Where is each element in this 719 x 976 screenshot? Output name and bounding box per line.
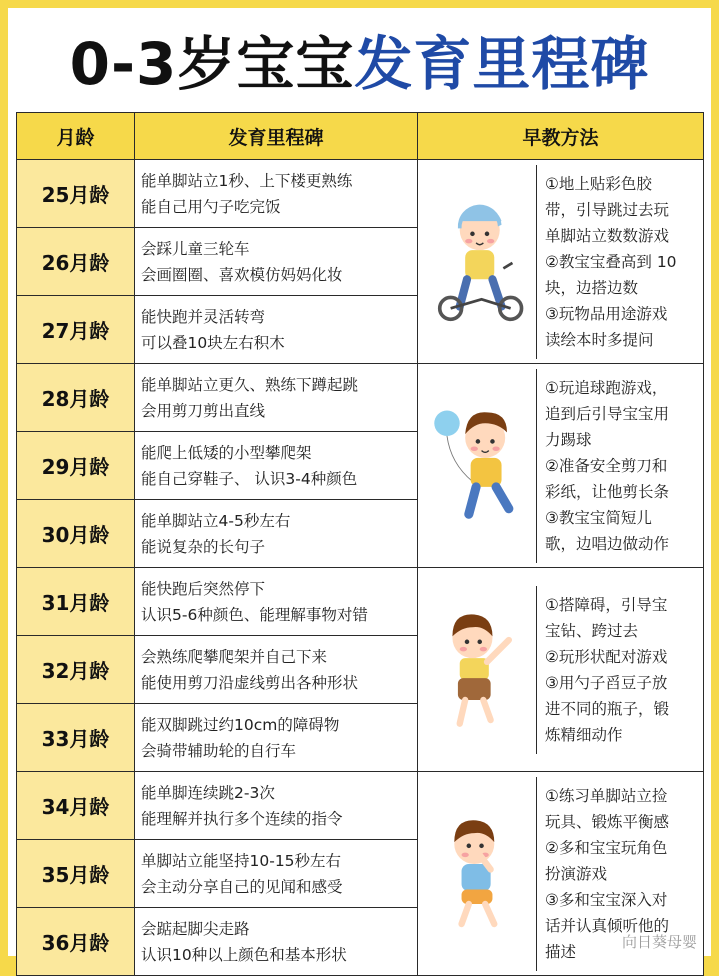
milestone-line: 能爬上低矮的小型攀爬架	[141, 443, 312, 462]
table-header-row	[17, 113, 704, 160]
method-line: 力踢球	[545, 430, 592, 449]
poster-title	[8, 26, 711, 102]
method-line: 话并认真倾听他的	[545, 916, 670, 935]
age-cell: 30月龄	[17, 500, 135, 568]
kid-pointing-up-illustration	[418, 595, 536, 745]
method-line: 追到后引导宝宝用	[545, 404, 670, 423]
milestone-line: 会主动分享自己的见闻和感受	[141, 877, 343, 896]
method-cell	[418, 160, 704, 364]
milestone-cell	[135, 160, 418, 228]
title-part-age: 0-3岁宝宝	[69, 30, 355, 98]
table-row	[17, 160, 704, 228]
milestone-cell	[135, 636, 418, 704]
milestone-line: 可以叠10块左右积木	[141, 333, 285, 352]
milestone-cell	[135, 228, 418, 296]
method-line: ③多和宝宝深入对	[545, 890, 668, 909]
method-line: ①玩追球跑游戏，	[545, 378, 668, 397]
method-line: 进不同的瓶子，锻	[545, 699, 670, 718]
method-line: 炼精细动作	[545, 725, 623, 744]
milestone-line: 认识5-6种颜色、能理解事物对错	[141, 605, 368, 624]
milestone-line: 能单脚连续跳2-3次	[141, 783, 275, 802]
milestone-line: 会踮起脚尖走路	[141, 919, 250, 938]
age-cell: 27月龄	[17, 296, 135, 364]
poster	[8, 8, 711, 964]
method-line: ③用勺子舀豆子放	[545, 673, 668, 692]
age-cell: 36月龄	[17, 908, 135, 976]
age-cell: 28月龄	[17, 364, 135, 432]
method-line: ②教宝宝叠高到 10	[545, 252, 677, 271]
method-line: 描述	[545, 942, 577, 961]
milestone-cell	[135, 296, 418, 364]
milestone-line: 会踩儿童三轮车	[141, 239, 250, 258]
milestone-line: 能快跑后突然停下	[141, 579, 266, 598]
milestone-line: 能自己穿鞋子、 认识3-4种颜色	[141, 469, 358, 488]
method-line: 读绘本时多提问	[545, 330, 654, 349]
title-part-milestone: 发育里程碑	[354, 30, 650, 98]
method-line: ②多和宝宝玩角色	[545, 838, 668, 857]
milestone-cell	[135, 364, 418, 432]
milestone-line: 会画圈圈、喜欢模仿妈妈化妆	[141, 265, 343, 284]
table-row	[17, 772, 704, 840]
kid-on-balance-bike-illustration	[418, 187, 536, 337]
method-line: ①练习单脚站立捡	[545, 786, 668, 805]
milestone-line: 会用剪刀剪出直线	[141, 401, 266, 420]
milestone-line: 会熟练爬攀爬架并自己下来	[141, 647, 328, 666]
method-line: 玩具、锻炼平衡感	[545, 812, 670, 831]
method-line: ②准备安全剪刀和	[545, 456, 668, 475]
method-line: ①地上贴彩色胶	[545, 174, 652, 193]
table-row	[17, 568, 704, 636]
method-line: ③玩物品用途游戏	[545, 304, 668, 323]
age-cell: 31月龄	[17, 568, 135, 636]
age-cell: 33月龄	[17, 704, 135, 772]
milestone-cell	[135, 432, 418, 500]
milestone-cell	[135, 840, 418, 908]
method-cell	[418, 364, 704, 568]
age-cell: 35月龄	[17, 840, 135, 908]
milestone-line: 能单脚站立4-5秒左右	[141, 511, 291, 530]
milestone-line: 能快跑并灵活转弯	[141, 307, 266, 326]
header-milestone: 发育里程碑	[135, 113, 418, 160]
milestone-line: 能使用剪刀沿虚线剪出各种形状	[141, 673, 359, 692]
milestone-line: 能单脚站立更久、熟练下蹲起跳	[141, 375, 359, 394]
age-cell: 25月龄	[17, 160, 135, 228]
age-cell: 29月龄	[17, 432, 135, 500]
milestone-cell	[135, 500, 418, 568]
method-line: 块，边搭边数	[545, 278, 639, 297]
method-line: 歌，边唱边做动作	[545, 534, 670, 553]
milestone-line: 能自己用勺子吃完饭	[141, 197, 281, 216]
method-text	[536, 586, 703, 754]
method-cell	[418, 568, 704, 772]
milestone-table	[16, 112, 704, 976]
method-line: 扮演游戏	[545, 864, 608, 883]
method-text	[536, 165, 703, 359]
method-text	[536, 369, 703, 563]
age-cell: 34月龄	[17, 772, 135, 840]
milestone-line: 能理解并执行多个连续的指令	[141, 809, 343, 828]
watermark: 向日葵母婴	[621, 933, 697, 951]
method-line: 单脚站立数数游戏	[545, 226, 670, 245]
milestone-line: 能双脚跳过约10cm的障碍物	[141, 715, 340, 734]
milestone-line: 能说复杂的长句子	[141, 537, 266, 556]
method-line: ②玩形状配对游戏	[545, 647, 668, 666]
kid-covering-mouth-illustration	[418, 799, 536, 949]
age-cell: 32月龄	[17, 636, 135, 704]
milestone-cell	[135, 908, 418, 976]
method-line: ③教宝宝简短儿	[545, 508, 652, 527]
milestone-line: 会骑带辅助轮的自行车	[141, 741, 297, 760]
table-row	[17, 364, 704, 432]
age-cell: 26月龄	[17, 228, 135, 296]
method-line: 宝钻、跨过去	[545, 621, 639, 640]
header-age: 月龄	[17, 113, 135, 160]
header-method: 早教方法	[418, 113, 704, 160]
milestone-cell	[135, 704, 418, 772]
method-line: 带，引导跳过去玩	[545, 200, 670, 219]
milestone-cell	[135, 568, 418, 636]
milestone-line: 能单脚站立1秒、上下楼更熟练	[141, 171, 353, 190]
milestone-line: 单脚站立能坚持10-15秒左右	[141, 851, 342, 870]
method-line: 彩纸，让他剪长条	[545, 482, 670, 501]
kid-with-balloon-illustration	[418, 391, 536, 541]
method-line: ①搭障碍，引导宝	[545, 595, 668, 614]
milestone-line: 认识10种以上颜色和基本形状	[141, 945, 347, 964]
milestone-cell	[135, 772, 418, 840]
